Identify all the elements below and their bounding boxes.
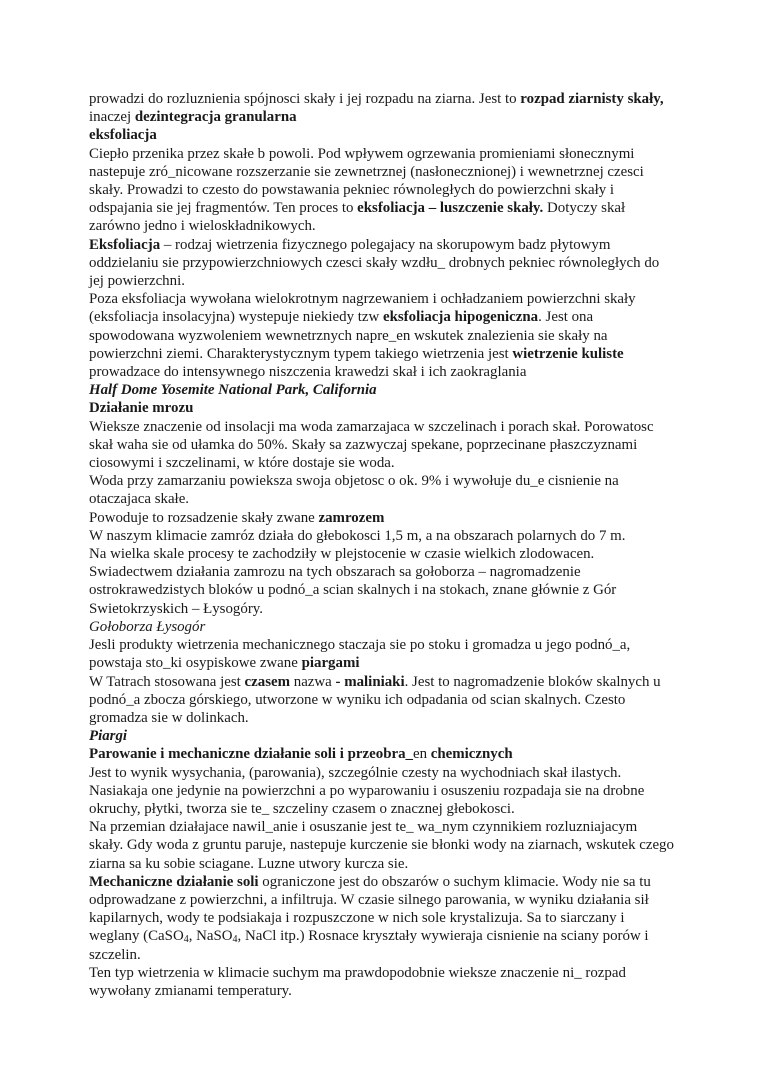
paragraph-woda-zamarzajaca: Wieksze znaczenie od insolacji ma woda zamarzajaca w szczelinach i porach skał. Porowatosc skał waha sie od ułamka do 50%. Skały sa zazwyczaj spekane, poprzecinane płaszczyznami ciosowymi i szczelinami, w które dostaje sie woda. [89, 418, 654, 472]
paragraph-plejstocen: Na wielka skale procesy te zachodziły w plejstocenie w czasie wielkich zlodowacen. [89, 546, 595, 563]
paragraph-cieplo: Ciepło przenika przez skałe b powoli. Pod wpływem ogrzewania promieniami słonecznymi nastepuje zró_nicowane rozszerzanie sie zewnetrznej (nasłonecznionej) i wewnetrznej czesci skały. Prowadzi to czesto do powstawania pekniec równoległych do powierzchni skały i odspajania sie jej fragmentów. Ten proces to eksfoliacja – luszczenie skały. Dotyczy skał zarówno jedno i wieloskładnikowych. [89, 145, 644, 235]
paragraph-nawilzanie: Na przemian działajace nawil_anie i osuszanie jest te_ wa_nym czynnikiem rozluzniajacym skały. Gdy woda z gruntu paruje, nastepuje kurczenie sie błonki wody na ziarnach, wskutek czego ziarna sa ku sobie sciagane. Luzne utwory kurcza sie. [89, 819, 674, 872]
caption-piargi: Piargi [89, 728, 128, 745]
paragraph-sole: Mechaniczne działanie soli ograniczone jest do obszarów o suchym klimacie. Wody nie sa tu odprowadzane z powierzchni, a infiltruja. W czasie silnego parowania, w wyniku działania sił kapilarnych, wody te podsiakaja i rozpuszczone w nich sole krystalizuja. Sa to siarczany i weglany (CaSO$_4$, NaSO$_4$, NaCl itp.) Rosnace kryształy wywieraja cisnienie na sciany porów i szczelin. [89, 873, 651, 963]
heading-parowanie: Parowanie i mechaniczne działanie soli i przeobra_en chemicznych [89, 746, 513, 763]
paragraph-goloborza: Swiadectwem działania zamrozu na tych obszarach sa gołoborza – nagromadzenie ostrokrawedzistych bloków u podnó_a scian skalnych i na stokach, znane głównie z Gór Swietokrzyskich – Łysogóry. [89, 564, 617, 617]
heading-eksfoliacja: eksfoliacja [89, 127, 157, 144]
caption-goloborza: Gołoborza Łysogór [89, 618, 206, 635]
paragraph-maliniaki: W Tatrach stosowana jest czasem nazwa - maliniaki. Jest to nagromadzenie bloków skalnych u podnó_a zbocza górskiego, utworzone w wyniku ich odpadania od scian skalnych. Czesto gromadza sie w dolinkach. [89, 673, 661, 726]
paragraph-glebokosc: W naszym klimacie zamróz działa do głebokosci 1,5 m, a na obszarach polarnych do 7 m. [89, 527, 626, 544]
paragraph-rozpad-ziarnisty: prowadzi do rozluznienia spójnosci skały i jej rozpadu na ziarna. Jest to rozpad ziarnisty skały, inaczej dezintegracja granularna [89, 91, 664, 126]
paragraph-eksfoliacja-hipogeniczna: Poza eksfoliacja wywołana wielokrotnym nagrzewaniem i ochładzaniem powierzchni skały (eksfoliacja insolacyjna) wystepuje niekiedy tzw eksfoliacja hipogeniczna. Jest ona spowodowana wyzwoleniem wewnetrznych napre_en wskutek znalezienia sie skały na powierzchni ziemi. Charakterystycznym typem takiego wietrzenia jest wietrzenie kuliste prowadzace do intensywnego niszczenia krawedzi skał i ich zaokraglania [89, 291, 636, 381]
paragraph-piargi: Jesli produkty wietrzenia mechanicznego staczaja sie po stoku i gromadza u jego podnó_a, powstaja sto_ki osypiskowe zwane piargami [89, 637, 631, 672]
heading-dzialanie-mrozu: Działanie mrozu [89, 400, 194, 417]
paragraph-eksfoliacja-definicja: Eksfoliacja – rodzaj wietrzenia fizycznego polegajacy na skorupowym badz płytowym oddzielaniu sie przypowierzchniowych czesci skały wzdłu_ drobnych pekniec równoległych do jej powierzchni. [89, 236, 660, 290]
caption-half-dome: Half Dome Yosemite National Park, California [89, 382, 377, 399]
paragraph-objetosc: Woda przy zamarzaniu powieksza swoja objetosc o ok. 9% i wywołuje du_e cisnienie na otaczajaca skałe. [89, 473, 619, 508]
paragraph-wysychanie: Jest to wynik wysychania, (parowania), szczególnie czesty na wychodniach skał ilastych. Nasiakaja one jedynie na powierzchni a po wyparowaniu i osuszeniu rozpadaja sie na drobne okruchy, płytki, tworza sie te_ szczeliny czasem o znacznej głebokosci. [89, 764, 645, 817]
paragraph-klimat-suchy: Ten typ wietrzenia w klimacie suchym ma prawdopodobnie wieksze znaczenie ni_ rozpad wywołany zmianami temperatury. [89, 964, 626, 999]
document-page [89, 90, 674, 1000]
paragraph-zamroz: Powoduje to rozsadzenie skały zwane zamrozem [89, 509, 385, 526]
